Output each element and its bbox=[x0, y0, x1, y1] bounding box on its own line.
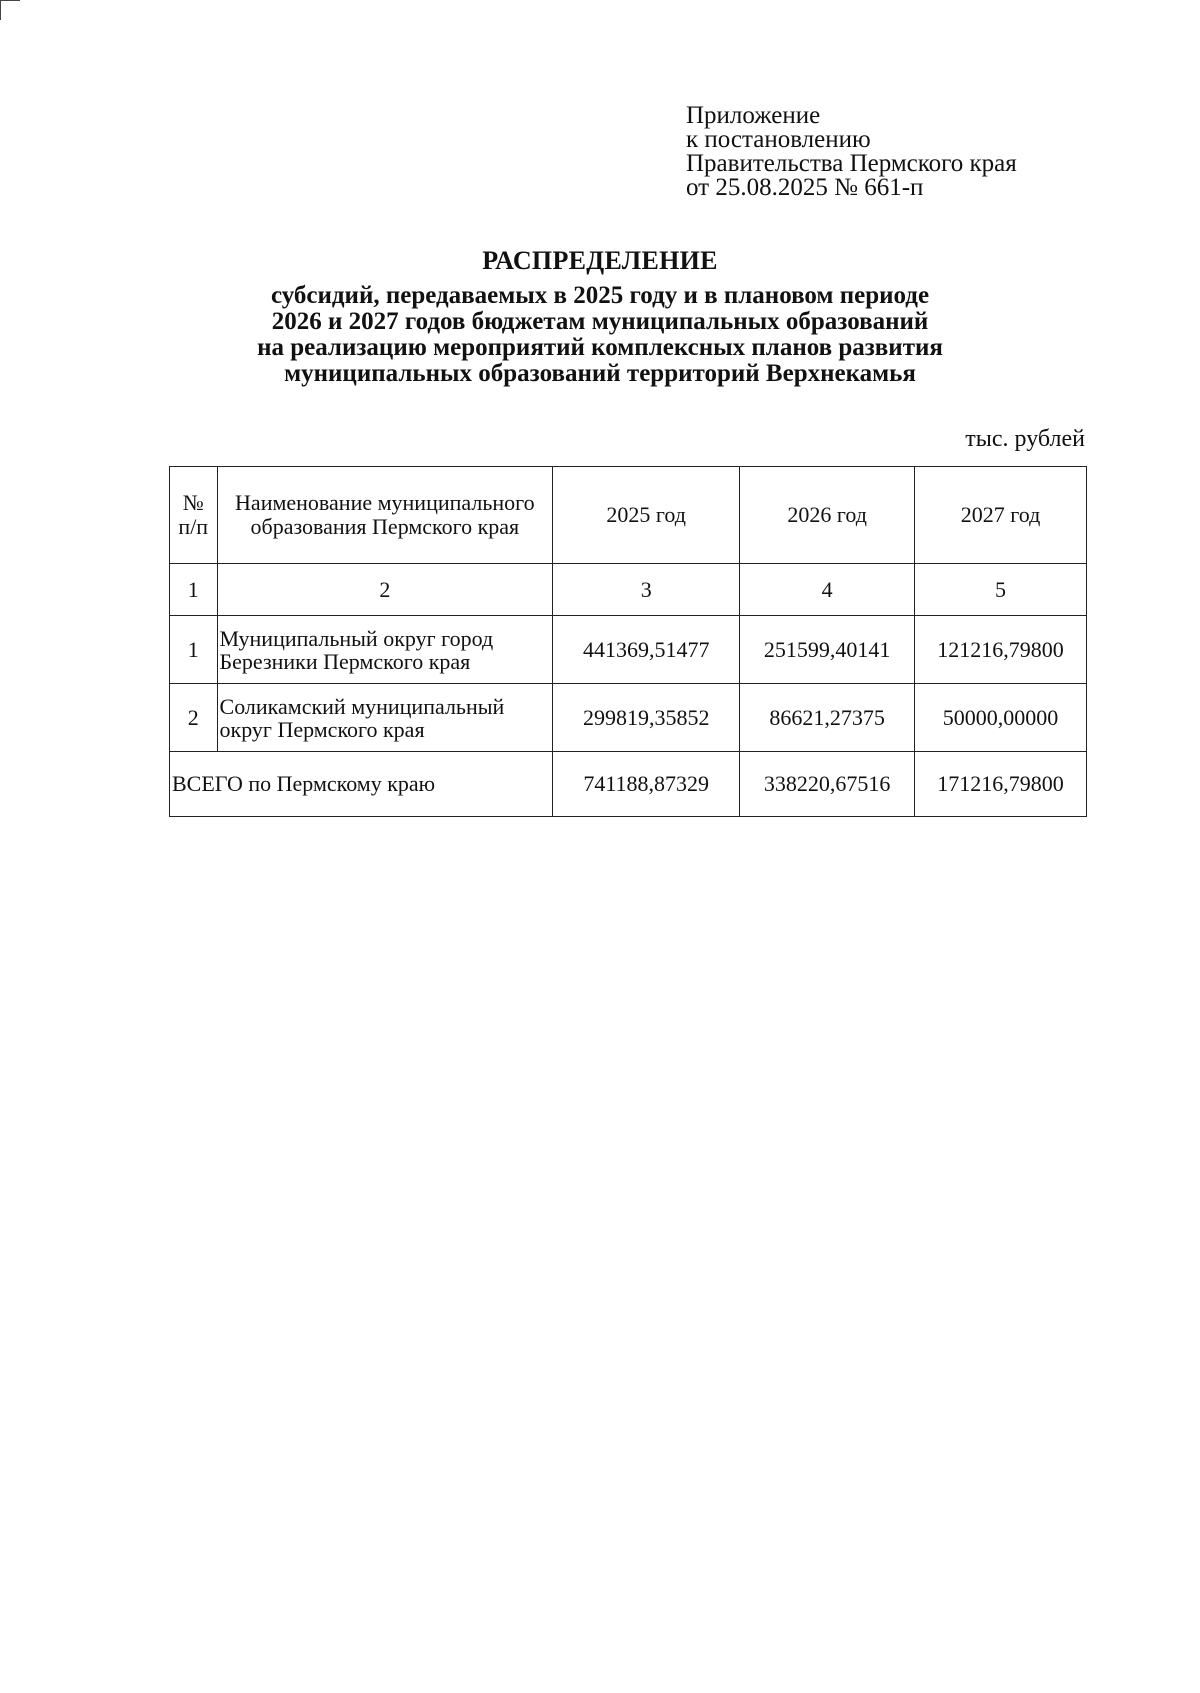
column-index: 2 bbox=[217, 564, 553, 616]
column-index-row bbox=[170, 564, 1087, 616]
header-num: № п/п bbox=[170, 467, 218, 564]
scan-edge-left bbox=[0, 0, 1, 20]
subtitle-line: субсидий, передаваемых в 2025 году и в плановом периоде bbox=[270, 282, 930, 309]
subtitle-line: на реализацию мероприятий комплексных планов развития bbox=[257, 334, 943, 361]
row-2027: 50000,00000 bbox=[915, 684, 1087, 752]
row-2025: 441369,51477 bbox=[553, 616, 740, 684]
appendix-block bbox=[686, 104, 1017, 200]
table-row bbox=[170, 616, 1087, 684]
column-index: 4 bbox=[740, 564, 915, 616]
units-label: тыс. рублей bbox=[965, 426, 1085, 452]
total-2026: 338220,67516 bbox=[740, 752, 915, 817]
row-name: Соликамский муниципальный округ Пермского края bbox=[217, 684, 553, 752]
appendix-line: от 25.08.2025 № 661-п bbox=[686, 174, 924, 201]
appendix-line: Приложение bbox=[686, 102, 821, 129]
document-subtitle bbox=[0, 283, 1200, 387]
scan-edge-top bbox=[0, 0, 20, 1]
total-label: ВСЕГО по Пермскому краю bbox=[170, 752, 553, 817]
row-2026: 86621,27375 bbox=[740, 684, 915, 752]
header-2027: 2027 год bbox=[915, 467, 1087, 564]
table-row bbox=[170, 684, 1087, 752]
column-index: 1 bbox=[170, 564, 218, 616]
table-header-row bbox=[170, 467, 1087, 564]
row-num: 2 bbox=[170, 684, 218, 752]
row-2026: 251599,40141 bbox=[740, 616, 915, 684]
row-name: Муниципальный округ город Березники Пермского края bbox=[217, 616, 553, 684]
total-2027: 171216,79800 bbox=[915, 752, 1087, 817]
subtitle-line: 2026 и 2027 годов бюджетам муниципальных образований bbox=[271, 308, 929, 335]
total-2025: 741188,87329 bbox=[553, 752, 740, 817]
row-num: 1 bbox=[170, 616, 218, 684]
row-2027: 121216,79800 bbox=[915, 616, 1087, 684]
column-index: 3 bbox=[553, 564, 740, 616]
column-index: 5 bbox=[915, 564, 1087, 616]
document-title: РАСПРЕДЕЛЕНИЕ bbox=[482, 246, 718, 275]
subtitle-line: муниципальных образований территорий Верхнекамья bbox=[284, 360, 916, 387]
header-2026: 2026 год bbox=[740, 467, 915, 564]
total-row bbox=[170, 752, 1087, 817]
appendix-line: Правительства Пермского края bbox=[686, 150, 1017, 177]
distribution-table bbox=[169, 466, 1087, 817]
header-name: Наименование муниципального образования Пермского края bbox=[217, 467, 553, 564]
row-2025: 299819,35852 bbox=[553, 684, 740, 752]
appendix-line: к постановлению bbox=[686, 126, 871, 153]
header-2025: 2025 год bbox=[553, 467, 740, 564]
